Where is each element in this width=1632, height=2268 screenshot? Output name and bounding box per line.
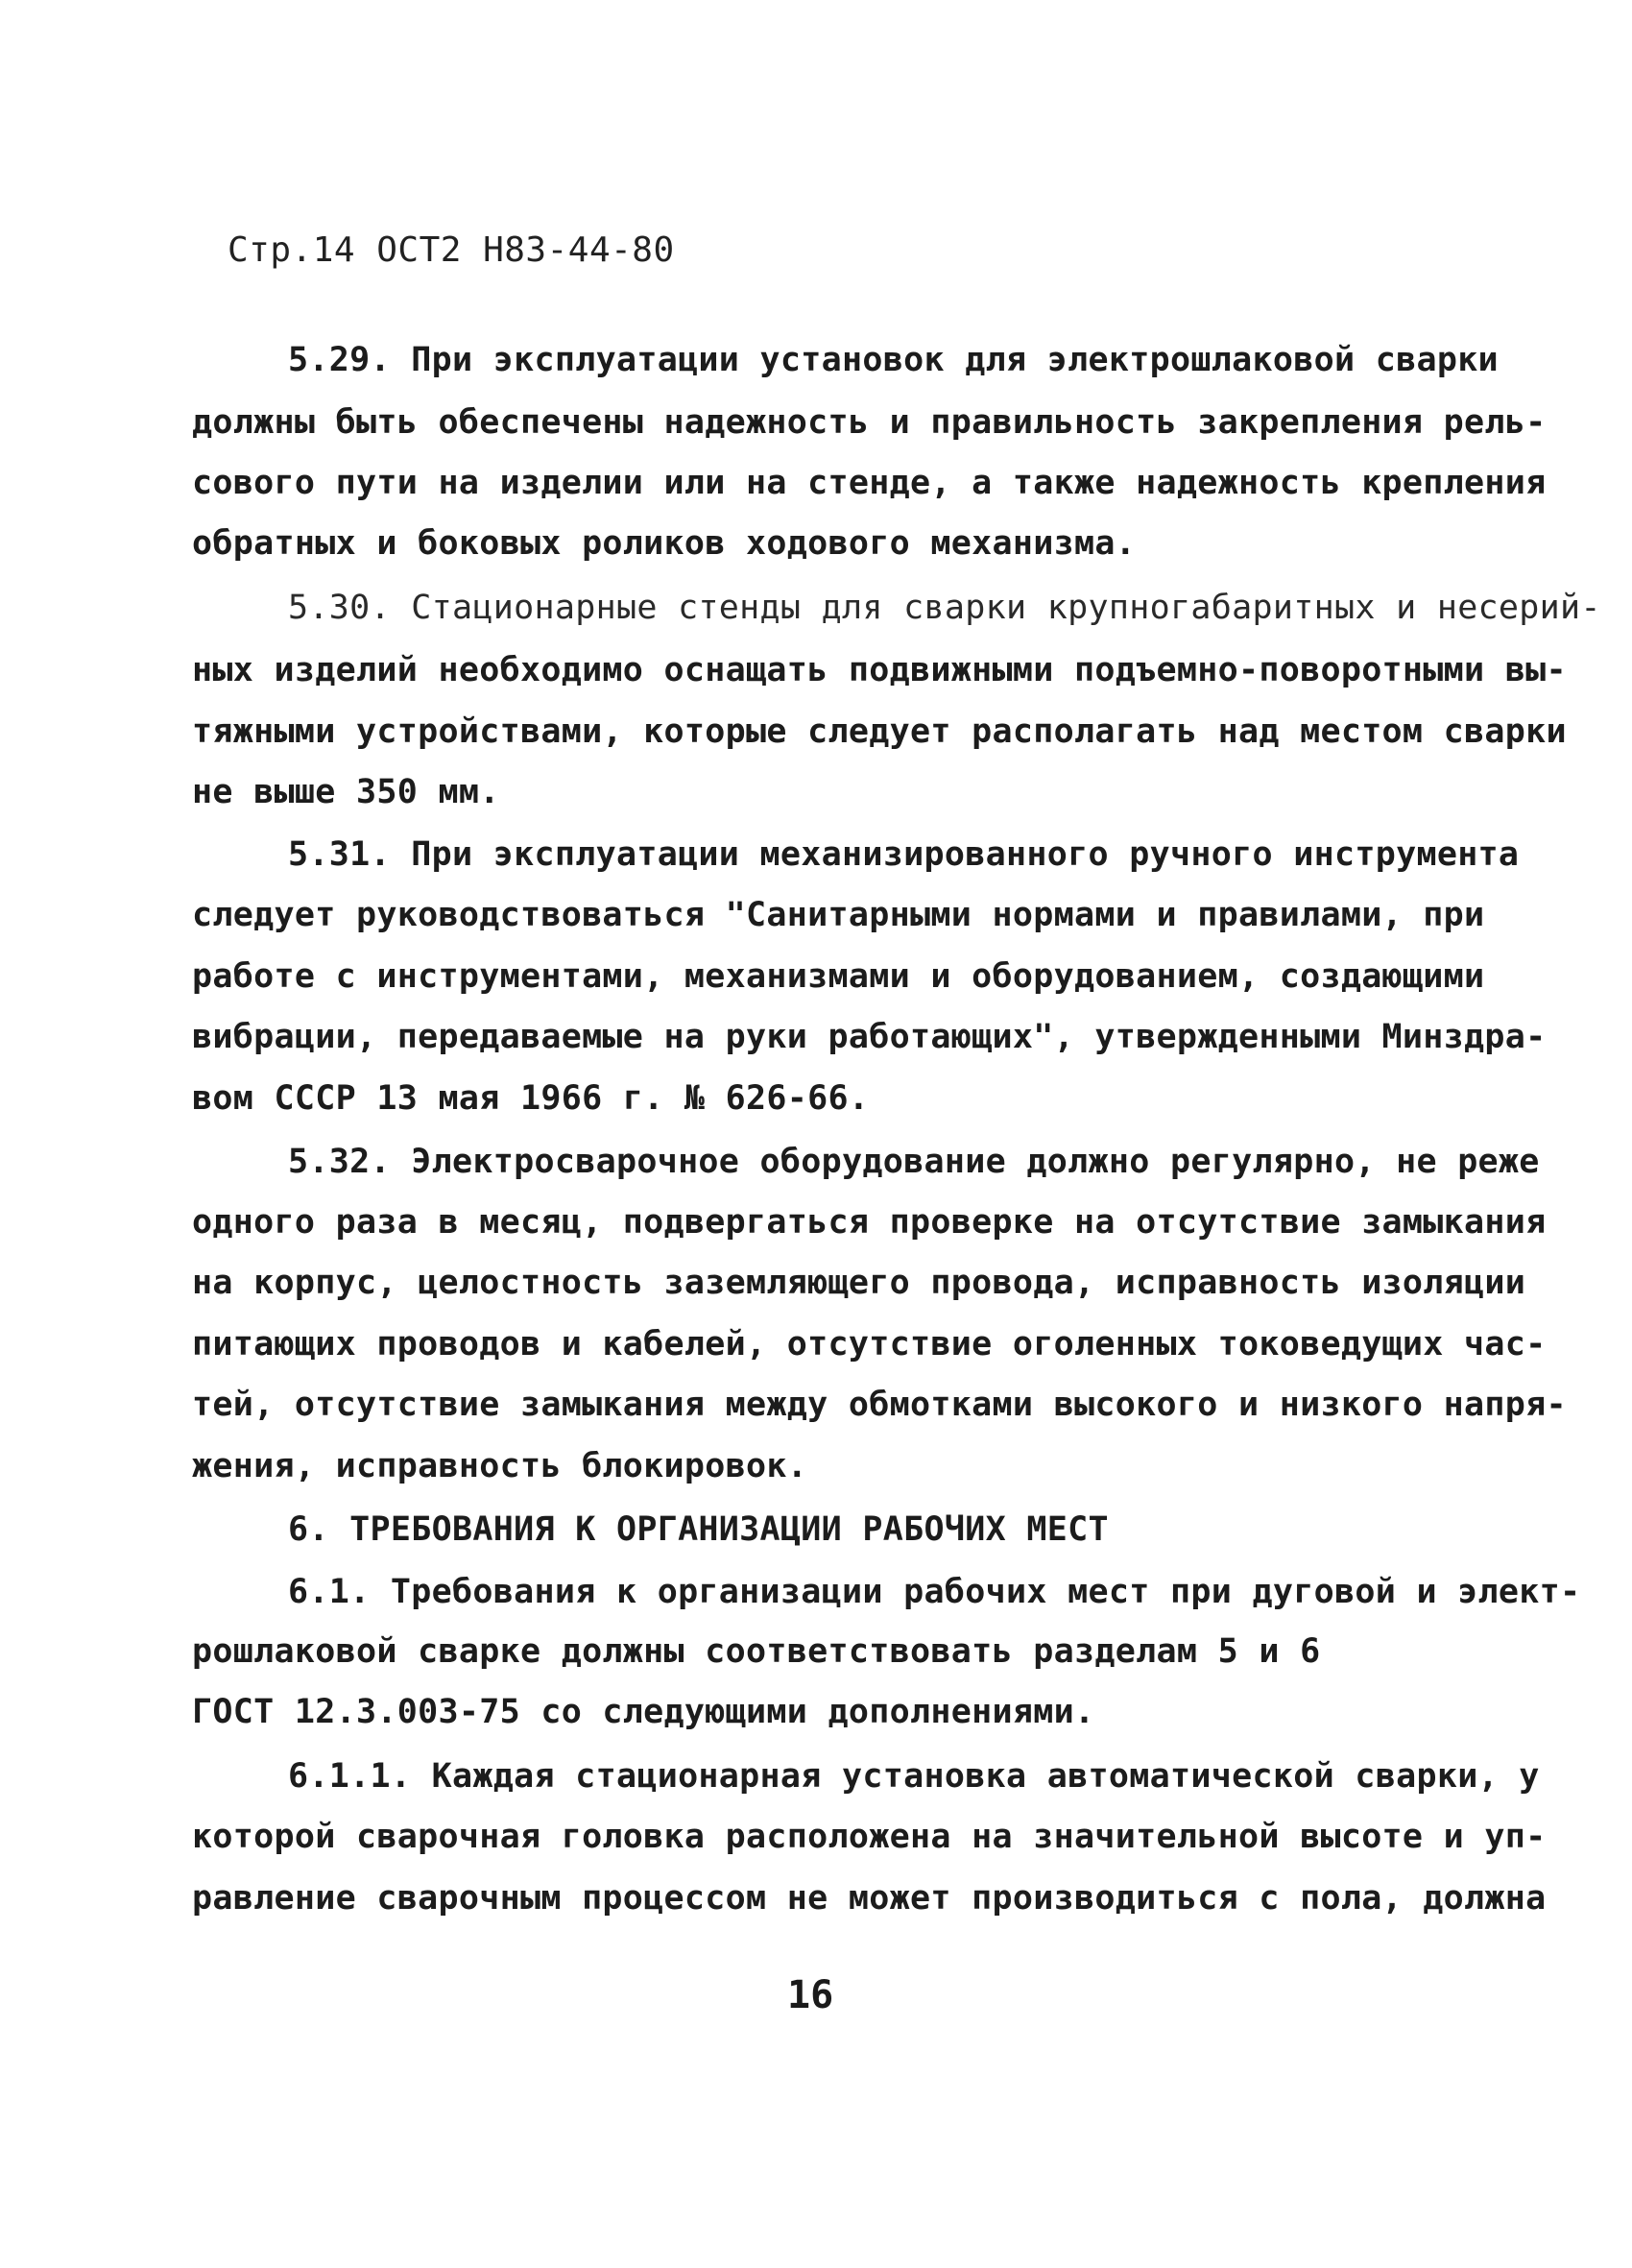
text-line: 6.1.1. Каждая стационарная установка автоматической сварки, у <box>288 1757 1540 1796</box>
text-line: равление сварочным процессом не может производиться с пола, должна <box>192 1879 1547 1918</box>
text-line: тей, отсутствие замыкания между обмотками высокого и низкого напря- <box>192 1386 1567 1424</box>
page-header: Стр.14 ОСТ2 Н83-44-80 <box>228 230 675 270</box>
text-line: питающих проводов и кабелей, отсутствие оголенных токоведущих час- <box>192 1325 1547 1363</box>
text-line: не выше 350 мм. <box>192 773 500 811</box>
text-line: 6.1. Требования к организации рабочих мест при дуговой и элект- <box>288 1573 1581 1611</box>
text-line: 5.29. При эксплуатации установок для электрошлаковой сварки <box>288 341 1499 379</box>
text-line: работе с инструментами, механизмами и оборудованием, создающими <box>192 957 1485 996</box>
text-line: 5.31. При эксплуатации механизированного ручного инструмента <box>288 835 1520 874</box>
text-line: ных изделий необходимо оснащать подвижными подъемно-поворотными вы- <box>192 651 1567 689</box>
text-line: вибрации, передаваемые на руки работающих", утвержденными Минздра- <box>192 1018 1547 1056</box>
text-line: 5.32. Электросварочное оборудование должно регулярно, не реже <box>288 1143 1540 1181</box>
text-line: сового пути на изделии или на стенде, а также надежность крепления <box>192 464 1547 502</box>
text-line: следует руководствоваться "Санитарными нормами и правилами, при <box>192 896 1485 934</box>
text-line: обратных и боковых роликов ходового механизма. <box>192 524 1137 563</box>
text-line: на корпус, целостность заземляющего провода, исправность изоляции <box>192 1264 1526 1302</box>
section-heading: 6. ТРЕБОВАНИЯ К ОРГАНИЗАЦИИ РАБОЧИХ МЕСТ <box>288 1510 1109 1549</box>
text-line: ГОСТ 12.3.003-75 со следующими дополнениями. <box>192 1693 1095 1731</box>
text-line: которой сварочная головка расположена на значительной высоте и уп- <box>192 1818 1547 1856</box>
text-line: тяжными устройствами, которые следует располагать над местом сварки <box>192 712 1567 751</box>
text-line: вом СССР 13 мая 1966 г. № 626-66. <box>192 1079 870 1118</box>
text-line: рошлаковой сварке должны соответствовать разделам 5 и 6 <box>192 1632 1321 1671</box>
text-line: должны быть обеспечены надежность и правильность закрепления рель- <box>192 403 1547 442</box>
page-number: 16 <box>787 1973 834 2017</box>
text-line: жения, исправность блокировок. <box>192 1447 808 1485</box>
text-line: одного раза в месяц, подвергаться проверке на отсутствие замыкания <box>192 1203 1547 1242</box>
text-line: 5.30. Стационарные стенды для сварки крупногабаритных и несерий- <box>288 589 1601 627</box>
